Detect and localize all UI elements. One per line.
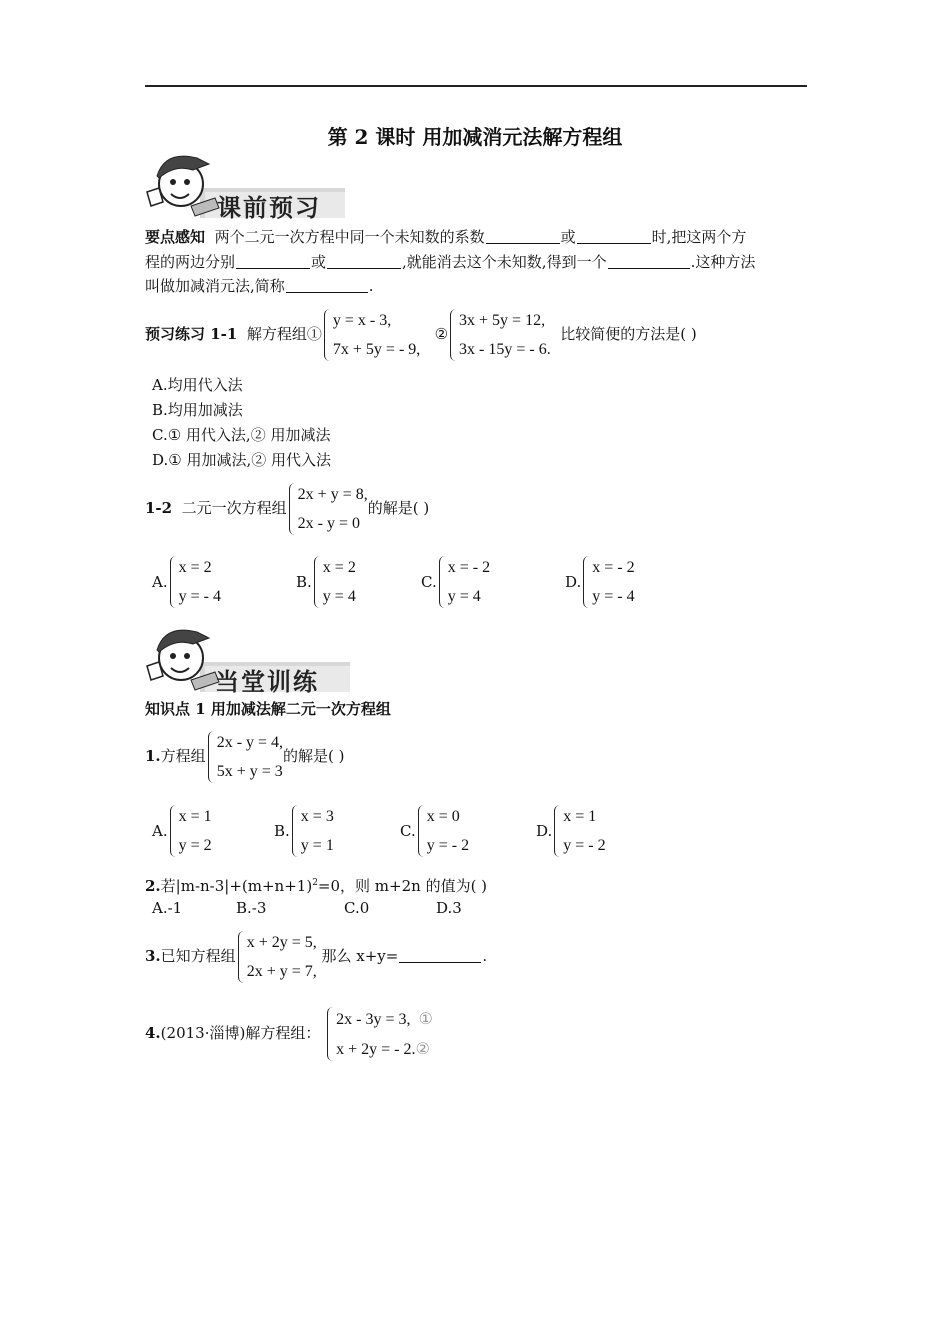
option-a[interactable]: A.-1 (152, 899, 183, 917)
option-label: C. (421, 573, 437, 591)
equation-system-2 (448, 306, 551, 364)
practice-1-2 (145, 480, 429, 538)
question-3 (145, 928, 487, 986)
question-number: 3. (145, 947, 161, 965)
answer-blank[interactable] (236, 252, 310, 269)
solution-system (437, 553, 490, 611)
key-points-text: 或 (311, 253, 327, 271)
question-text: (2013·淄博)解方程组： (160, 1024, 321, 1042)
key-points-text: 时,把这两个方 (651, 228, 747, 246)
banner-preview (145, 148, 345, 222)
answer-blank[interactable] (399, 946, 481, 963)
practice-label: 1-2 (145, 499, 173, 517)
equation-row: x = - 2 (447, 559, 491, 576)
equation-system (236, 928, 317, 986)
question-number: 2. (145, 877, 161, 895)
equation-row: x + 2y = 5, (246, 934, 317, 951)
option-label: C. (400, 822, 416, 840)
equation-row: y = - 4 (592, 588, 635, 605)
option-b[interactable]: B.均用加减法 (152, 401, 243, 419)
equation-row: 2x + y = 8, (297, 486, 368, 503)
option-c[interactable] (421, 553, 490, 611)
option-label: A. (152, 822, 168, 840)
equation-row: 2x + y = 7, (246, 963, 317, 980)
question-number: 4. (145, 1024, 161, 1042)
equation-row: y = - 2 (426, 837, 470, 854)
equation-row: x = 0 (426, 808, 460, 825)
banner-class-practice-text: 当堂训练 (215, 668, 319, 696)
answer-blank[interactable] (486, 227, 560, 244)
equation-system (287, 480, 368, 538)
option-b[interactable]: B.-3 (236, 899, 267, 917)
option-label: A. (152, 573, 168, 591)
equation-row: x = 2 (178, 559, 212, 576)
equation-row: 7x + 5y = - 9, (332, 341, 421, 358)
key-points-text: . (368, 277, 374, 295)
option-d[interactable] (565, 553, 635, 611)
key-points-text: 程的两边分别 (145, 253, 236, 271)
practice-label: 预习练习 1-1 (145, 325, 238, 343)
equation-row-2 (336, 1034, 433, 1064)
answer-blank[interactable] (286, 276, 368, 293)
answer-blank[interactable] (327, 252, 401, 269)
question-text: 的解是( ) (367, 499, 430, 517)
option-b[interactable] (274, 802, 334, 860)
question-text: =0，则 m+2n 的值为( ) (317, 877, 488, 895)
key-points-text: .这种方法 (690, 253, 756, 271)
equation-system (325, 1004, 433, 1064)
equation-row: x = 2 (322, 559, 356, 576)
exponent: 2 (312, 878, 318, 888)
question-text: . (482, 947, 488, 965)
equation-row: x = 3 (300, 808, 334, 825)
banner-class-practice (145, 622, 345, 696)
question-4 (145, 1004, 433, 1064)
equation-row-1 (336, 1004, 433, 1034)
question-text: 方程组 (160, 747, 206, 765)
circle-number: ② (415, 1039, 430, 1058)
option-label: D. (536, 822, 553, 840)
option-d[interactable] (536, 802, 606, 860)
equation-row: 3x + 5y = 12, (459, 312, 546, 329)
key-points-line2 (145, 250, 755, 274)
circle-number: ① (418, 1009, 433, 1028)
equation-row: 2x - y = 4, (216, 734, 284, 751)
option-a[interactable]: A.均用代入法 (152, 376, 243, 394)
equation-row: 5x + y = 3 (216, 763, 283, 780)
question-1 (145, 728, 345, 786)
equation-row: x = - 2 (592, 559, 635, 576)
key-points-line3 (145, 274, 374, 298)
key-points-text: 或 (560, 228, 576, 246)
equation-row: 2x - y = 0 (297, 515, 361, 532)
equation-row: x = 1 (563, 808, 597, 825)
question-2 (145, 871, 487, 898)
option-c[interactable] (400, 802, 469, 860)
question-text: 解方程组① (246, 325, 322, 343)
answer-blank[interactable] (608, 252, 690, 269)
practice-1-1 (145, 306, 697, 364)
option-a[interactable] (152, 553, 221, 611)
top-rule (145, 85, 807, 87)
equation-row: y = - 2 (563, 837, 606, 854)
solution-system (168, 802, 212, 860)
key-points-text: 两个二元一次方程中同一个未知数的系数 (214, 228, 485, 246)
equation-row: y = 2 (178, 837, 212, 854)
key-points-text: 叫做加减消元法,简称 (145, 277, 285, 295)
question-text: 那么 x+y= (321, 947, 399, 965)
question-text: 若|m-n-3|+(m+n+1) (160, 877, 313, 895)
option-label: D. (565, 573, 582, 591)
option-label: B. (296, 573, 312, 591)
equation-row: y = - 4 (178, 588, 221, 605)
question-text: 的解是( ) (283, 747, 345, 765)
answer-blank[interactable] (577, 227, 651, 244)
key-points-label: 要点感知 (145, 228, 206, 246)
circle-number: ② (434, 325, 449, 343)
key-points-text: ,就能消去这个未知数,得到一个 (402, 253, 607, 271)
question-text: 二元一次方程组 (181, 499, 287, 517)
solution-system (312, 553, 356, 611)
page-title: 第 2 课时 用加减消元法解方程组 (327, 125, 623, 149)
equation-system-1 (322, 306, 420, 364)
equation-row: y = 4 (322, 588, 356, 605)
equation-row: x = 1 (178, 808, 212, 825)
equation-text: 2x - 3y = 3, (336, 1011, 411, 1028)
equation-row: 3x - 15y = - 6. (459, 341, 551, 358)
banner-preview-text: 课前预习 (217, 194, 321, 222)
equation-system (206, 728, 283, 786)
option-d[interactable]: D.① 用加减法,② 用代入法 (152, 451, 332, 469)
solution-system (552, 802, 605, 860)
question-text: 比较简便的方法是( ) (560, 325, 697, 343)
knowledge-point-1: 知识点 1 用加减法解二元一次方程组 (145, 700, 391, 718)
option-a[interactable] (152, 802, 212, 860)
option-label: B. (274, 822, 290, 840)
option-c[interactable]: C.0 (344, 899, 370, 917)
equation-text: x + 2y = - 2. (336, 1041, 416, 1058)
equation-row: y = x - 3, (332, 312, 392, 329)
equation-row: y = 1 (300, 837, 334, 854)
equation-row: y = 4 (447, 588, 481, 605)
option-c[interactable]: C.① 用代入法,② 用加减法 (152, 426, 331, 444)
solution-system (416, 802, 469, 860)
solution-system (290, 802, 334, 860)
solution-system (581, 553, 634, 611)
question-number: 1. (145, 747, 161, 765)
key-points-line1 (145, 225, 746, 249)
option-b[interactable] (296, 553, 356, 611)
question-text: 已知方程组 (160, 947, 236, 965)
solution-system (168, 553, 221, 611)
option-d[interactable]: D.3 (436, 899, 462, 917)
